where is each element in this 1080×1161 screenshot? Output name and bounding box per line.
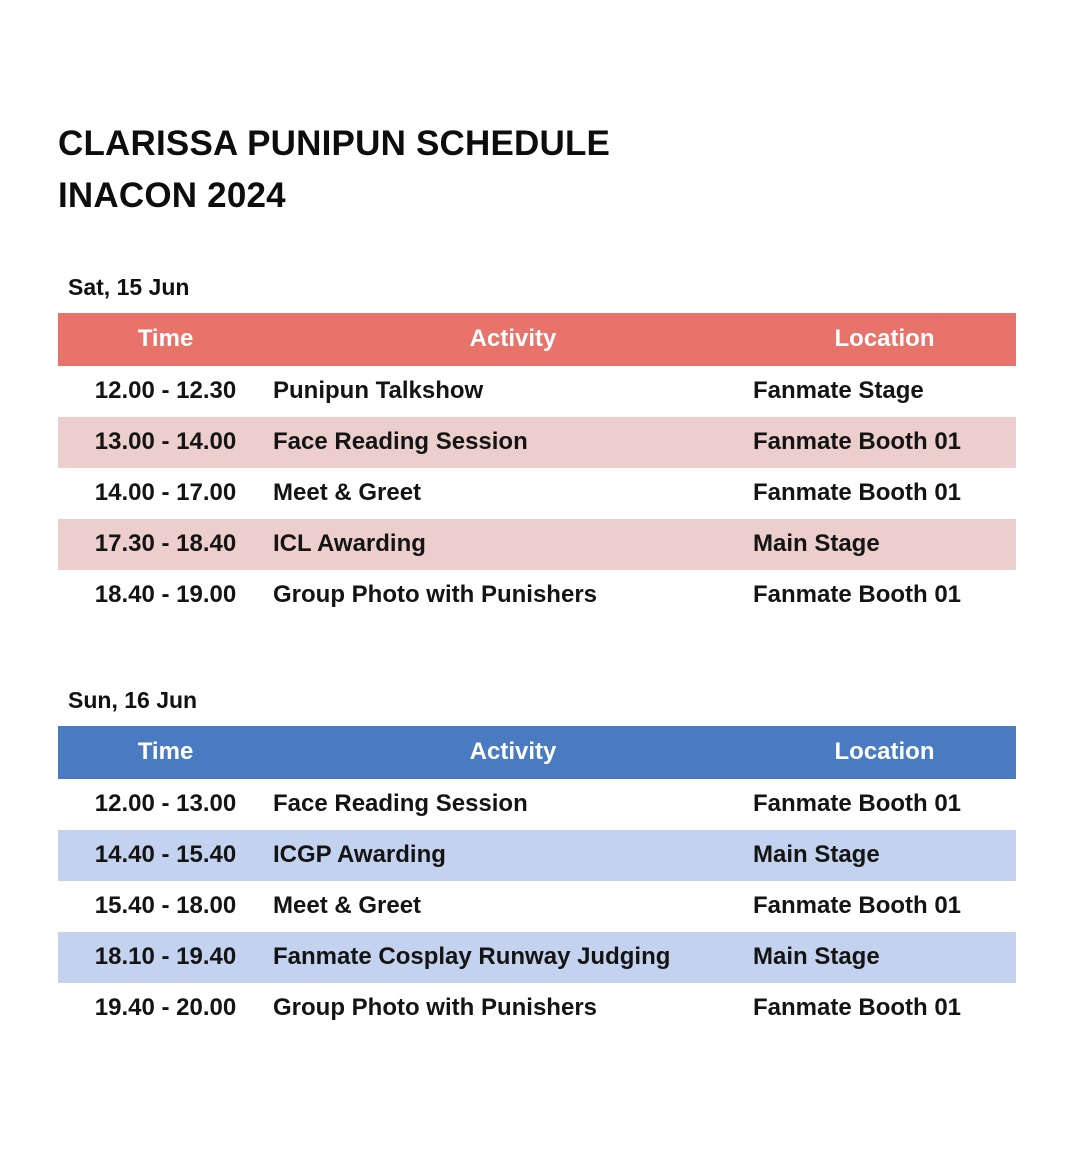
cell-activity: ICGP Awarding <box>273 840 446 868</box>
cell-location: Fanmate Booth 01 <box>753 891 962 919</box>
table-row <box>58 417 1016 468</box>
cell-activity: Meet & Greet <box>273 891 422 919</box>
cell-activity: ICL Awarding <box>273 529 426 557</box>
cell-location: Main Stage <box>753 529 880 557</box>
page-title-line-1: CLARISSA PUNIPUN SCHEDULE <box>58 124 611 163</box>
day-label-saturday: Sat, 15 Jun <box>68 273 190 300</box>
column-header-location: Location <box>834 324 935 352</box>
cell-time: 12.00 - 13.00 <box>94 789 237 817</box>
table-row <box>58 779 1016 830</box>
cell-time: 14.40 - 15.40 <box>94 840 237 868</box>
cell-time: 18.10 - 19.40 <box>94 942 237 970</box>
page-title-line-2: INACON 2024 <box>58 175 286 215</box>
cell-activity: Punipun Talkshow <box>273 376 484 404</box>
cell-activity: Meet & Greet <box>273 478 422 506</box>
day-section-saturday <box>58 274 1022 621</box>
cell-location: Main Stage <box>753 942 880 970</box>
cell-location: Fanmate Booth 01 <box>753 580 962 608</box>
cell-location: Fanmate Stage <box>753 376 924 404</box>
schedule-table-saturday <box>58 313 1016 621</box>
cell-location: Fanmate Booth 01 <box>753 993 962 1021</box>
cell-activity: Face Reading Session <box>273 789 528 817</box>
table-body-saturday <box>58 366 1016 621</box>
cell-location: Main Stage <box>753 840 880 868</box>
cell-activity: Group Photo with Punishers <box>273 580 597 608</box>
table-row <box>58 983 1016 1034</box>
table-row <box>58 468 1016 519</box>
table-header-saturday <box>58 313 1016 366</box>
schedule-table-sunday <box>58 726 1016 1034</box>
cell-time: 15.40 - 18.00 <box>94 891 237 919</box>
day-section-sunday <box>58 687 1022 1034</box>
column-header-time: Time <box>137 324 194 352</box>
table-header-row <box>58 313 1016 366</box>
cell-activity: Fanmate Cosplay Runway Judging <box>273 942 671 970</box>
cell-activity: Face Reading Session <box>273 427 528 455</box>
cell-time: 12.00 - 12.30 <box>94 376 237 404</box>
table-row <box>58 570 1016 621</box>
cell-location: Fanmate Booth 01 <box>753 789 962 817</box>
table-row <box>58 519 1016 570</box>
table-row <box>58 881 1016 932</box>
cell-time: 13.00 - 14.00 <box>94 427 237 455</box>
cell-time: 19.40 - 20.00 <box>94 993 237 1021</box>
table-header-sunday <box>58 726 1016 779</box>
table-header-row <box>58 726 1016 779</box>
table-body-sunday <box>58 779 1016 1034</box>
table-row <box>58 830 1016 881</box>
cell-time: 17.30 - 18.40 <box>94 529 237 557</box>
cell-location: Fanmate Booth 01 <box>753 427 962 455</box>
table-row <box>58 366 1016 417</box>
cell-location: Fanmate Booth 01 <box>753 478 962 506</box>
cell-activity: Group Photo with Punishers <box>273 993 597 1021</box>
cell-time: 14.00 - 17.00 <box>94 478 237 506</box>
day-label-sunday: Sun, 16 Jun <box>68 686 198 713</box>
table-row <box>58 932 1016 983</box>
cell-time: 18.40 - 19.00 <box>94 580 237 608</box>
column-header-activity: Activity <box>469 324 557 352</box>
page-title <box>58 0 1022 222</box>
column-header-location: Location <box>834 737 935 765</box>
column-header-activity: Activity <box>469 737 557 765</box>
column-header-time: Time <box>137 737 194 765</box>
